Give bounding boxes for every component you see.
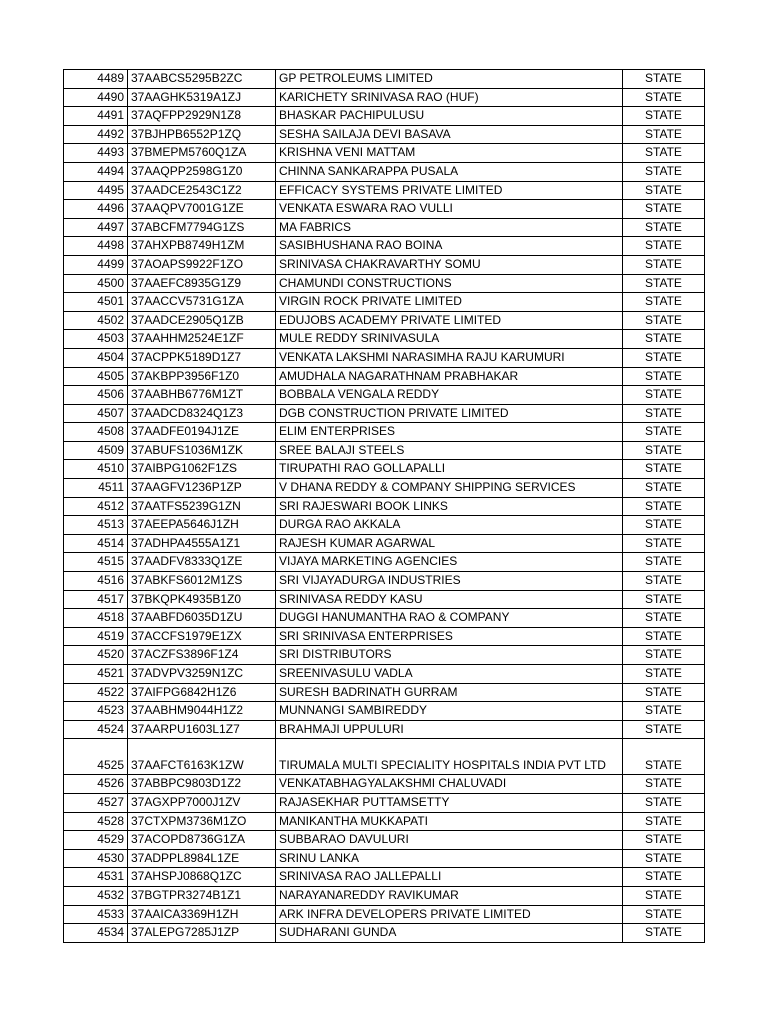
jurisdiction-type-cell: STATE [623, 646, 705, 665]
taxpayer-name-cell: ELIM ENTERPRISES [276, 423, 623, 442]
table-row [64, 125, 705, 144]
gstin-cell: 37ACPPK5189D1Z7 [128, 348, 276, 367]
table-row [64, 162, 705, 181]
serial-number-cell: 4497 [64, 218, 128, 237]
table-row [64, 255, 705, 274]
table-row [64, 886, 705, 905]
jurisdiction-type-cell: STATE [623, 849, 705, 868]
table-row [64, 609, 705, 628]
gstin-cell: 37BJHPB6552P1ZQ [128, 125, 276, 144]
table-row [64, 348, 705, 367]
taxpayer-name-cell: EFFICACY SYSTEMS PRIVATE LIMITED [276, 181, 623, 200]
taxpayer-name-cell: VIJAYA MARKETING AGENCIES [276, 553, 623, 572]
taxpayer-table-body [64, 70, 705, 943]
jurisdiction-type-cell: STATE [623, 274, 705, 293]
serial-number-cell: 4520 [64, 646, 128, 665]
serial-number-cell: 4493 [64, 144, 128, 163]
jurisdiction-type-cell: STATE [623, 590, 705, 609]
jurisdiction-type-cell: STATE [623, 107, 705, 126]
table-row [64, 775, 705, 794]
serial-number-cell: 4509 [64, 441, 128, 460]
serial-number-cell: 4516 [64, 572, 128, 591]
serial-number-cell: 4534 [64, 924, 128, 943]
table-row [64, 386, 705, 405]
gstin-cell: 37AAHHM2524E1ZF [128, 330, 276, 349]
jurisdiction-type-cell: STATE [623, 460, 705, 479]
table-row [64, 590, 705, 609]
serial-number-cell: 4502 [64, 311, 128, 330]
table-row [64, 423, 705, 442]
table-row [64, 70, 705, 89]
table-row [64, 181, 705, 200]
gstin-cell: 37AAQPP2598G1Z0 [128, 162, 276, 181]
gstin-cell: 37AHXPB8749H1ZM [128, 237, 276, 256]
taxpayer-name-cell: KRISHNA VENI MATTAM [276, 144, 623, 163]
table-row [64, 516, 705, 535]
serial-number-cell: 4519 [64, 627, 128, 646]
table-row [64, 646, 705, 665]
taxpayer-name-cell: MANIKANTHA MUKKAPATI [276, 812, 623, 831]
serial-number-cell: 4495 [64, 181, 128, 200]
gstin-cell: 37ABKFS6012M1ZS [128, 572, 276, 591]
serial-number-cell: 4514 [64, 534, 128, 553]
table-row [64, 144, 705, 163]
taxpayer-name-cell: CHINNA SANKARAPPA PUSALA [276, 162, 623, 181]
serial-number-cell: 4522 [64, 683, 128, 702]
gstin-cell: 37ALEPG7285J1ZP [128, 924, 276, 943]
taxpayer-name-cell: SURESH BADRINATH GURRAM [276, 683, 623, 702]
serial-number-cell: 4523 [64, 702, 128, 721]
taxpayer-name-cell: RAJASEKHAR PUTTAMSETTY [276, 793, 623, 812]
jurisdiction-type-cell: STATE [623, 181, 705, 200]
table-row [64, 812, 705, 831]
serial-number-cell: 4492 [64, 125, 128, 144]
table-row [64, 460, 705, 479]
table-row [64, 107, 705, 126]
table-row [64, 665, 705, 684]
serial-number-cell: 4507 [64, 404, 128, 423]
serial-number-cell: 4524 [64, 720, 128, 739]
jurisdiction-type-cell: STATE [623, 367, 705, 386]
gstin-cell: 37ABUFS1036M1ZK [128, 441, 276, 460]
serial-number-cell: 4533 [64, 905, 128, 924]
gstin-cell: 37AADFE0194J1ZE [128, 423, 276, 442]
gstin-cell: 37AAEFC8935G1Z9 [128, 274, 276, 293]
taxpayer-name-cell: DURGA RAO AKKALA [276, 516, 623, 535]
jurisdiction-type-cell: STATE [623, 812, 705, 831]
serial-number-cell: 4529 [64, 831, 128, 850]
taxpayer-name-cell: BOBBALA VENGALA REDDY [276, 386, 623, 405]
gstin-cell: 37ACZFS3896F1Z4 [128, 646, 276, 665]
table-row [64, 274, 705, 293]
gstin-cell: 37AKBPP3956F1Z0 [128, 367, 276, 386]
taxpayer-name-cell: BHASKAR PACHIPULUSU [276, 107, 623, 126]
gstin-cell: 37AABHB6776M1ZT [128, 386, 276, 405]
table-row [64, 905, 705, 924]
table-row [64, 479, 705, 498]
taxpayer-name-cell: CHAMUNDI CONSTRUCTIONS [276, 274, 623, 293]
gstin-cell: 37ADHPA4555A1Z1 [128, 534, 276, 553]
gstin-cell: 37AIBPG1062F1ZS [128, 460, 276, 479]
gstin-cell: 37ABCFM7794G1ZS [128, 218, 276, 237]
taxpayer-name-cell: VENKATABHAGYALAKSHMI CHALUVADI [276, 775, 623, 794]
jurisdiction-type-cell: STATE [623, 200, 705, 219]
serial-number-cell: 4505 [64, 367, 128, 386]
jurisdiction-type-cell: STATE [623, 793, 705, 812]
taxpayer-name-cell: AMUDHALA NAGARATHNAM PRABHAKAR [276, 367, 623, 386]
jurisdiction-type-cell: STATE [623, 553, 705, 572]
table-row [64, 553, 705, 572]
jurisdiction-type-cell: STATE [623, 868, 705, 887]
serial-number-cell: 4498 [64, 237, 128, 256]
table-row [64, 868, 705, 887]
serial-number-cell: 4513 [64, 516, 128, 535]
table-row [64, 720, 705, 739]
serial-number-cell: 4525 [64, 739, 128, 775]
jurisdiction-type-cell: STATE [623, 516, 705, 535]
table-row [64, 534, 705, 553]
gstin-cell: 37AAICA3369H1ZH [128, 905, 276, 924]
serial-number-cell: 4503 [64, 330, 128, 349]
serial-number-cell: 4489 [64, 70, 128, 89]
jurisdiction-type-cell: STATE [623, 627, 705, 646]
taxpayer-name-cell: SRINU LANKA [276, 849, 623, 868]
taxpayer-name-cell: MUNNANGI SAMBIREDDY [276, 702, 623, 721]
table-row [64, 739, 705, 775]
taxpayer-name-cell: SUBBARAO DAVULURI [276, 831, 623, 850]
jurisdiction-type-cell: STATE [623, 702, 705, 721]
serial-number-cell: 4526 [64, 775, 128, 794]
serial-number-cell: 4531 [64, 868, 128, 887]
table-row [64, 793, 705, 812]
gstin-cell: 37BKQPK4935B1Z0 [128, 590, 276, 609]
taxpayer-name-cell: SRINIVASA RAO JALLEPALLI [276, 868, 623, 887]
table-row [64, 404, 705, 423]
table-row [64, 924, 705, 943]
gstin-cell: 37AADCE2543C1Z2 [128, 181, 276, 200]
jurisdiction-type-cell: STATE [623, 311, 705, 330]
table-row [64, 831, 705, 850]
taxpayer-name-cell: GP PETROLEUMS LIMITED [276, 70, 623, 89]
table-row [64, 702, 705, 721]
serial-number-cell: 4494 [64, 162, 128, 181]
gstin-cell: 37AAGHK5319A1ZJ [128, 88, 276, 107]
jurisdiction-type-cell: STATE [623, 88, 705, 107]
table-row [64, 330, 705, 349]
gstin-cell: 37AABFD6035D1ZU [128, 609, 276, 628]
serial-number-cell: 4504 [64, 348, 128, 367]
table-row [64, 200, 705, 219]
jurisdiction-type-cell: STATE [623, 572, 705, 591]
gstin-cell: 37AAGFV1236P1ZP [128, 479, 276, 498]
jurisdiction-type-cell: STATE [623, 609, 705, 628]
serial-number-cell: 4527 [64, 793, 128, 812]
taxpayer-name-cell: RAJESH KUMAR AGARWAL [276, 534, 623, 553]
jurisdiction-type-cell: STATE [623, 70, 705, 89]
taxpayer-name-cell: SASIBHUSHANA RAO BOINA [276, 237, 623, 256]
jurisdiction-type-cell: STATE [623, 293, 705, 312]
taxpayer-name-cell: VENKATA ESWARA RAO VULLI [276, 200, 623, 219]
jurisdiction-type-cell: STATE [623, 162, 705, 181]
jurisdiction-type-cell: STATE [623, 386, 705, 405]
serial-number-cell: 4512 [64, 497, 128, 516]
taxpayer-name-cell: DUGGI HANUMANTHA RAO & COMPANY [276, 609, 623, 628]
serial-number-cell: 4499 [64, 255, 128, 274]
table-row [64, 683, 705, 702]
gstin-cell: 37AIFPG6842H1Z6 [128, 683, 276, 702]
gstin-cell: 37AAQPV7001G1ZE [128, 200, 276, 219]
serial-number-cell: 4508 [64, 423, 128, 442]
jurisdiction-type-cell: STATE [623, 330, 705, 349]
gstin-cell: 37AAFCT6163K1ZW [128, 739, 276, 775]
serial-number-cell: 4491 [64, 107, 128, 126]
serial-number-cell: 4521 [64, 665, 128, 684]
gstin-cell: 37AADFV8333Q1ZE [128, 553, 276, 572]
taxpayer-name-cell: SESHA SAILAJA DEVI BASAVA [276, 125, 623, 144]
table-row [64, 218, 705, 237]
serial-number-cell: 4510 [64, 460, 128, 479]
serial-number-cell: 4515 [64, 553, 128, 572]
taxpayer-name-cell: BRAHMAJI UPPULURI [276, 720, 623, 739]
table-row [64, 237, 705, 256]
jurisdiction-type-cell: STATE [623, 665, 705, 684]
gstin-cell: 37BGTPR3274B1Z1 [128, 886, 276, 905]
jurisdiction-type-cell: STATE [623, 497, 705, 516]
gstin-cell: 37ADPPL8984L1ZE [128, 849, 276, 868]
taxpayer-name-cell: V DHANA REDDY & COMPANY SHIPPING SERVICES [276, 479, 623, 498]
taxpayer-name-cell: SRI SRINIVASA ENTERPRISES [276, 627, 623, 646]
taxpayer-name-cell: SRINIVASA REDDY KASU [276, 590, 623, 609]
taxpayer-name-cell: DGB CONSTRUCTION PRIVATE LIMITED [276, 404, 623, 423]
serial-number-cell: 4500 [64, 274, 128, 293]
taxpayer-name-cell: VENKATA LAKSHMI NARASIMHA RAJU KARUMURI [276, 348, 623, 367]
jurisdiction-type-cell: STATE [623, 739, 705, 775]
table-row [64, 627, 705, 646]
serial-number-cell: 4511 [64, 479, 128, 498]
taxpayer-name-cell: TIRUPATHI RAO GOLLAPALLI [276, 460, 623, 479]
taxpayer-name-cell: TIRUMALA MULTI SPECIALITY HOSPITALS INDIA PVT LTD [276, 739, 623, 775]
jurisdiction-type-cell: STATE [623, 924, 705, 943]
gstin-cell: 37BMEPM5760Q1ZA [128, 144, 276, 163]
taxpayer-name-cell: SRINIVASA CHAKRAVARTHY SOMU [276, 255, 623, 274]
gstin-cell: 37ABBPC9803D1Z2 [128, 775, 276, 794]
serial-number-cell: 4490 [64, 88, 128, 107]
gstin-cell: 37AACCV5731G1ZA [128, 293, 276, 312]
jurisdiction-type-cell: STATE [623, 404, 705, 423]
taxpayer-name-cell: KARICHETY SRINIVASA RAO (HUF) [276, 88, 623, 107]
serial-number-cell: 4517 [64, 590, 128, 609]
serial-number-cell: 4530 [64, 849, 128, 868]
taxpayer-name-cell: MULE REDDY SRINIVASULA [276, 330, 623, 349]
gstin-cell: 37AGXPP7000J1ZV [128, 793, 276, 812]
taxpayer-name-cell: EDUJOBS ACADEMY PRIVATE LIMITED [276, 311, 623, 330]
serial-number-cell: 4506 [64, 386, 128, 405]
jurisdiction-type-cell: STATE [623, 905, 705, 924]
gstin-cell: 37AOAPS9922F1ZO [128, 255, 276, 274]
jurisdiction-type-cell: STATE [623, 237, 705, 256]
serial-number-cell: 4528 [64, 812, 128, 831]
jurisdiction-type-cell: STATE [623, 125, 705, 144]
jurisdiction-type-cell: STATE [623, 255, 705, 274]
table-row [64, 367, 705, 386]
taxpayer-name-cell: SUDHARANI GUNDA [276, 924, 623, 943]
taxpayer-name-cell: SRI VIJAYADURGA INDUSTRIES [276, 572, 623, 591]
gstin-cell: 37AHSPJ0868Q1ZC [128, 868, 276, 887]
gstin-cell: 37ADVPV3259N1ZC [128, 665, 276, 684]
jurisdiction-type-cell: STATE [623, 534, 705, 553]
table-row [64, 441, 705, 460]
gstin-cell: 37AADCE2905Q1ZB [128, 311, 276, 330]
gstin-cell: 37AADCD8324Q1Z3 [128, 404, 276, 423]
taxpayer-name-cell: ARK INFRA DEVELOPERS PRIVATE LIMITED [276, 905, 623, 924]
serial-number-cell: 4496 [64, 200, 128, 219]
jurisdiction-type-cell: STATE [623, 218, 705, 237]
taxpayer-name-cell: MA FABRICS [276, 218, 623, 237]
gstin-cell: 37AABHM9044H1Z2 [128, 702, 276, 721]
jurisdiction-type-cell: STATE [623, 775, 705, 794]
table-row [64, 293, 705, 312]
gstin-cell: 37CTXPM3736M1ZO [128, 812, 276, 831]
table-row [64, 311, 705, 330]
jurisdiction-type-cell: STATE [623, 683, 705, 702]
serial-number-cell: 4532 [64, 886, 128, 905]
gstin-cell: 37AATFS5239G1ZN [128, 497, 276, 516]
jurisdiction-type-cell: STATE [623, 348, 705, 367]
table-row [64, 849, 705, 868]
serial-number-cell: 4518 [64, 609, 128, 628]
taxpayer-table [63, 69, 705, 943]
jurisdiction-type-cell: STATE [623, 423, 705, 442]
gstin-cell: 37AQFPP2929N1Z8 [128, 107, 276, 126]
jurisdiction-type-cell: STATE [623, 441, 705, 460]
table-row [64, 497, 705, 516]
jurisdiction-type-cell: STATE [623, 720, 705, 739]
taxpayer-name-cell: NARAYANAREDDY RAVIKUMAR [276, 886, 623, 905]
gstin-cell: 37ACOPD8736G1ZA [128, 831, 276, 850]
jurisdiction-type-cell: STATE [623, 886, 705, 905]
gstin-cell: 37AARPU1603L1Z7 [128, 720, 276, 739]
taxpayer-name-cell: SREENIVASULU VADLA [276, 665, 623, 684]
gstin-cell: 37AEEPA5646J1ZH [128, 516, 276, 535]
jurisdiction-type-cell: STATE [623, 144, 705, 163]
taxpayer-name-cell: SRI DISTRIBUTORS [276, 646, 623, 665]
taxpayer-name-cell: SRI RAJESWARI BOOK LINKS [276, 497, 623, 516]
table-row [64, 572, 705, 591]
table-row [64, 88, 705, 107]
serial-number-cell: 4501 [64, 293, 128, 312]
jurisdiction-type-cell: STATE [623, 831, 705, 850]
gstin-cell: 37ACCFS1979E1ZX [128, 627, 276, 646]
gstin-cell: 37AABCS5295B2ZC [128, 70, 276, 89]
taxpayer-name-cell: VIRGIN ROCK PRIVATE LIMITED [276, 293, 623, 312]
jurisdiction-type-cell: STATE [623, 479, 705, 498]
taxpayer-name-cell: SREE BALAJI STEELS [276, 441, 623, 460]
